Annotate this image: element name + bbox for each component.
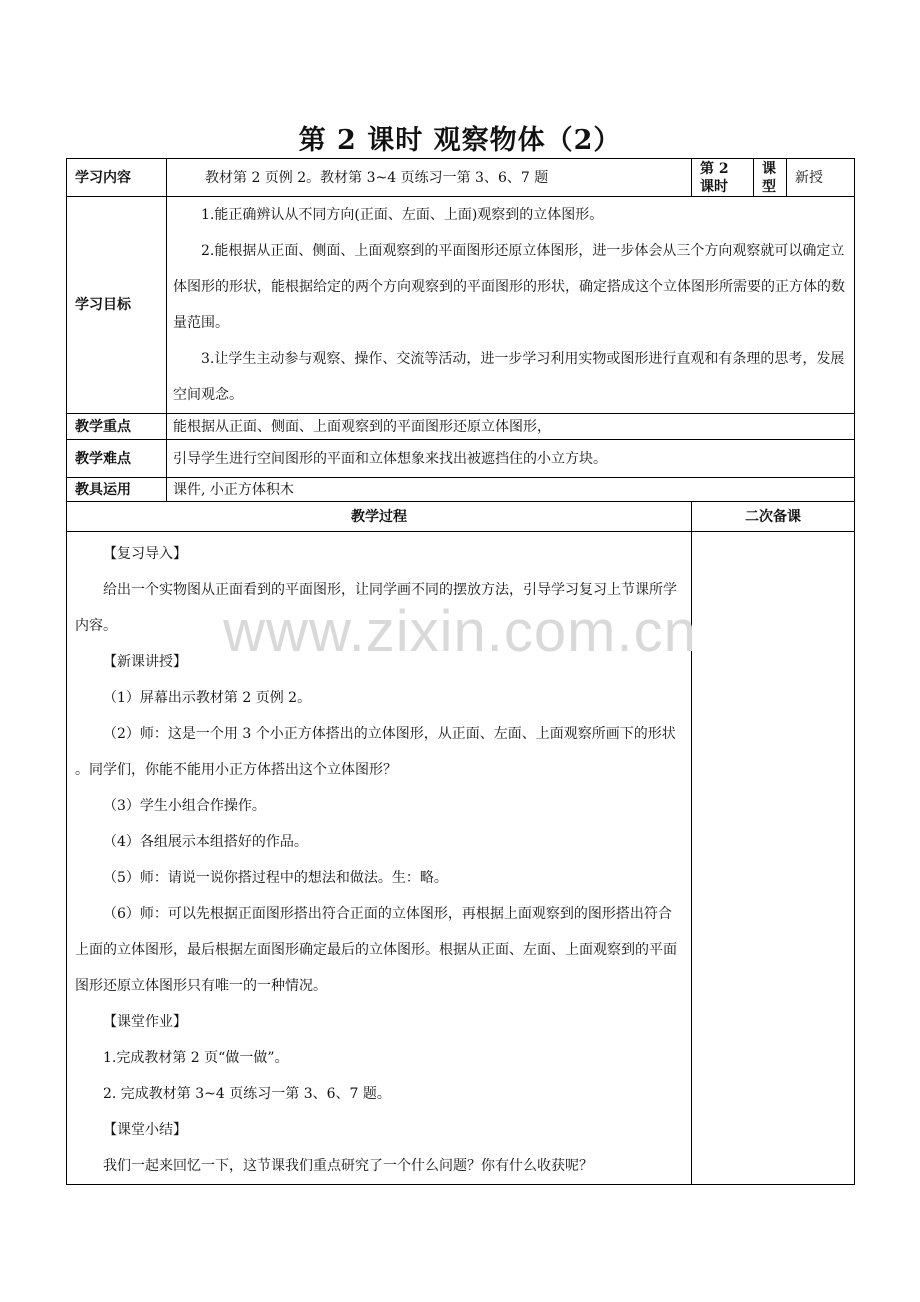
header-row — [67, 159, 855, 197]
goal-item: 3.让学生主动参与观察、操作、交流等活动，进一步学习利用实物或图形进行直观和有条理的思考，发展空间观念。 — [173, 351, 845, 403]
page-title: 第 2 课时 观察物体（2） — [298, 125, 622, 156]
key-point-row — [67, 414, 855, 440]
lesson-number: 第 2 课时 — [692, 159, 754, 197]
tools-value: 课件, 小正方体积木 — [167, 478, 855, 502]
process-header-row — [67, 502, 855, 532]
process-paragraph: （5）师：请说一说你搭过程中的想法和做法。生：略。 — [103, 870, 448, 886]
lesson-plan-table — [66, 158, 855, 1185]
type-label: 课型 — [754, 159, 787, 197]
section-heading: 【课堂作业】 — [103, 1014, 187, 1030]
content-value: 教材第 2 页例 2。教材第 3~4 页练习一第 3、6、7 题 — [167, 159, 692, 197]
process-paragraph: （6）师：可以先根据正面图形搭出符合正面的立体图形，再根据上面观察到的图形搭出符合上面的立体图形，最后根据左面图形确定最后的立体图形。根据从正面、左面、上面观察到的平面图形还原立体图形只有唯一的一种情况。 — [75, 906, 677, 994]
process-paragraph: 我们一起来回忆一下，这节课我们重点研究了一个什么问题？你有什么收获呢？ — [103, 1158, 593, 1174]
section-heading: 【复习导入】 — [103, 546, 187, 562]
goal-item: 1.能正确辨认从不同方向(正面、左面、上面)观察到的立体图形。 — [201, 207, 604, 223]
key-point-label: 教学重点 — [67, 414, 167, 440]
difficulty-label: 教学难点 — [67, 440, 167, 478]
process-row — [67, 532, 855, 1185]
tools-label: 教具运用 — [67, 478, 167, 502]
goals-content — [167, 197, 855, 414]
process-content — [67, 532, 692, 1185]
process-paragraph: （3）学生小组合作操作。 — [103, 798, 266, 814]
difficulty-row — [67, 440, 855, 478]
content-label: 学习内容 — [67, 159, 167, 197]
watermark: www.zixin.com.cn — [223, 599, 697, 664]
section-heading: 【新课讲授】 — [103, 654, 187, 670]
type-value: 新授 — [787, 159, 855, 197]
second-prep-cell — [692, 532, 855, 1185]
process-paragraph: （1）屏幕出示教材第 2 页例 2。 — [103, 690, 312, 706]
second-prep-header: 二次备课 — [692, 502, 855, 532]
key-point-value: 能根据从正面、侧面、上面观察到的平面图形还原立体图形， — [167, 414, 855, 440]
section-heading: 【课堂小结】 — [103, 1122, 187, 1138]
process-paragraph: 给出一个实物图从正面看到的平面图形，让同学画不同的摆放方法，引导学习复习上节课所学内容。 — [75, 582, 677, 634]
tools-row — [67, 478, 855, 502]
process-header: 教学过程 — [67, 502, 692, 532]
difficulty-value: 引导学生进行空间图形的平面和立体想象来找出被遮挡住的小立方块。 — [167, 440, 855, 478]
process-paragraph: 2. 完成教材第 3~4 页练习一第 3、6、7 题。 — [103, 1086, 391, 1102]
goals-row — [67, 197, 855, 414]
process-paragraph: （2）师：这是一个用 3 个小正方体搭出的立体图形，从正面、左面、上面观察所画下的形状 。同学们，你能不能用小正方体搭出这个立体图形？ — [75, 726, 676, 778]
goal-item: 2.能根据从正面、侧面、上面观察到的平面图形还原立体图形，进一步体会从三个方向观察就可以确定立体图形的形状，能根据给定的两个方向观察到的平面图形的形状，确定搭成这个立体图形所需要的正方体的数量范围。 — [173, 243, 845, 331]
goals-label: 学习目标 — [67, 197, 167, 414]
process-paragraph: （4）各组展示本组搭好的作品。 — [103, 834, 308, 850]
process-paragraph: 1.完成教材第 2 页“做一做”。 — [103, 1050, 289, 1066]
